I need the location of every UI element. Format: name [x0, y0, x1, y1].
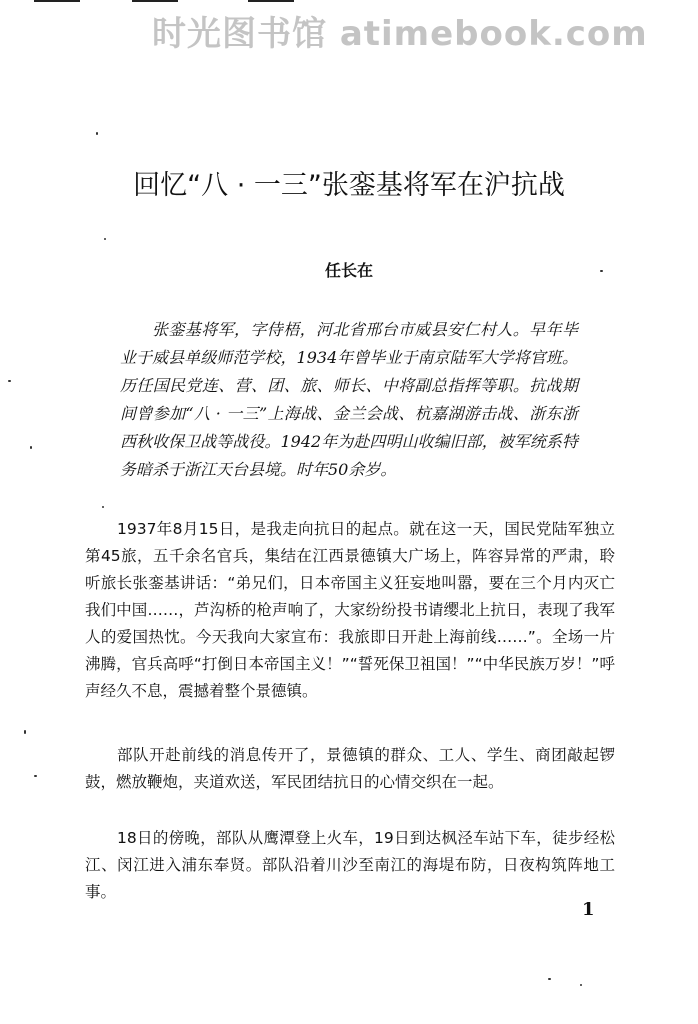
scan-speck [34, 775, 37, 777]
top-border-mark [34, 0, 80, 2]
scan-speck [24, 730, 26, 734]
body-paragraph: 1937年8月15日，是我走向抗日的起点。就在这一天，国民党陆军独立第45旅，五千余名官兵，集结在江西景德镇大广场上，阵容异常的严肃，聆听旅长张銮基讲话：“弟兄们，日本帝国主义狂妄地叫嚣，要在三个月内灭亡我们中国……，芦沟桥的枪声响了，大家纷纷投书请缨北上抗日，表现了我军人的爱国热忱。今天我向大家宣布：我旅即日开赴上海前线……”。全场一片沸腾，官兵高呼“打倒日本帝国主义！”“誓死保卫祖国！”“中华民族万岁！”呼声经久不息，震撼着整个景德镇。 [85, 520, 615, 700]
article-title: 回忆“八 · 一三”张銮基将军在沪抗战 [133, 170, 565, 201]
scan-speck [600, 270, 603, 272]
scan-speck [104, 238, 106, 240]
watermark-text: 时光图书馆 atimebook.com [152, 14, 648, 54]
body-paragraph: 部队开赴前线的消息传开了，景德镇的群众、工人、学生、商团敲起锣鼓，燃放鞭炮，夹道欢送，军民团结抗日的心情交织在一起。 [85, 746, 615, 791]
author-bio: 张銮基将军，字侍梧，河北省邢台市威县安仁村人。早年毕业于威县单级师范学校，1934年曾毕业于南京陆军大学将官班。历任国民党连、营、团、旅、师长、中将副总指挥等职。抗战期间曾参加“八 · 一三”上海战、金兰会战、杭嘉湖游击战、浙东浙西秋收保卫战等战役。1942年为赴四明山收编旧部，被军统系特务暗杀于浙江天台县境。时年50余岁。 [120, 320, 578, 479]
top-border-mark [248, 0, 294, 2]
body-paragraph: 18日的傍晚，部队从鹰潭登上火车，19日到达枫泾车站下车，徒步经松江、闵江进入浦东奉贤。部队沿着川沙至南江的海堤布防，日夜构筑阵地工事。 [85, 829, 615, 901]
scan-speck [102, 506, 104, 508]
scan-speck [548, 978, 551, 980]
scan-speck [96, 132, 98, 135]
scan-speck [580, 984, 582, 986]
scan-speck [8, 380, 11, 382]
page-number: 1 [582, 899, 595, 920]
scan-speck [30, 446, 32, 449]
top-border-mark [132, 0, 178, 2]
author-name: 任长在 [324, 261, 373, 280]
